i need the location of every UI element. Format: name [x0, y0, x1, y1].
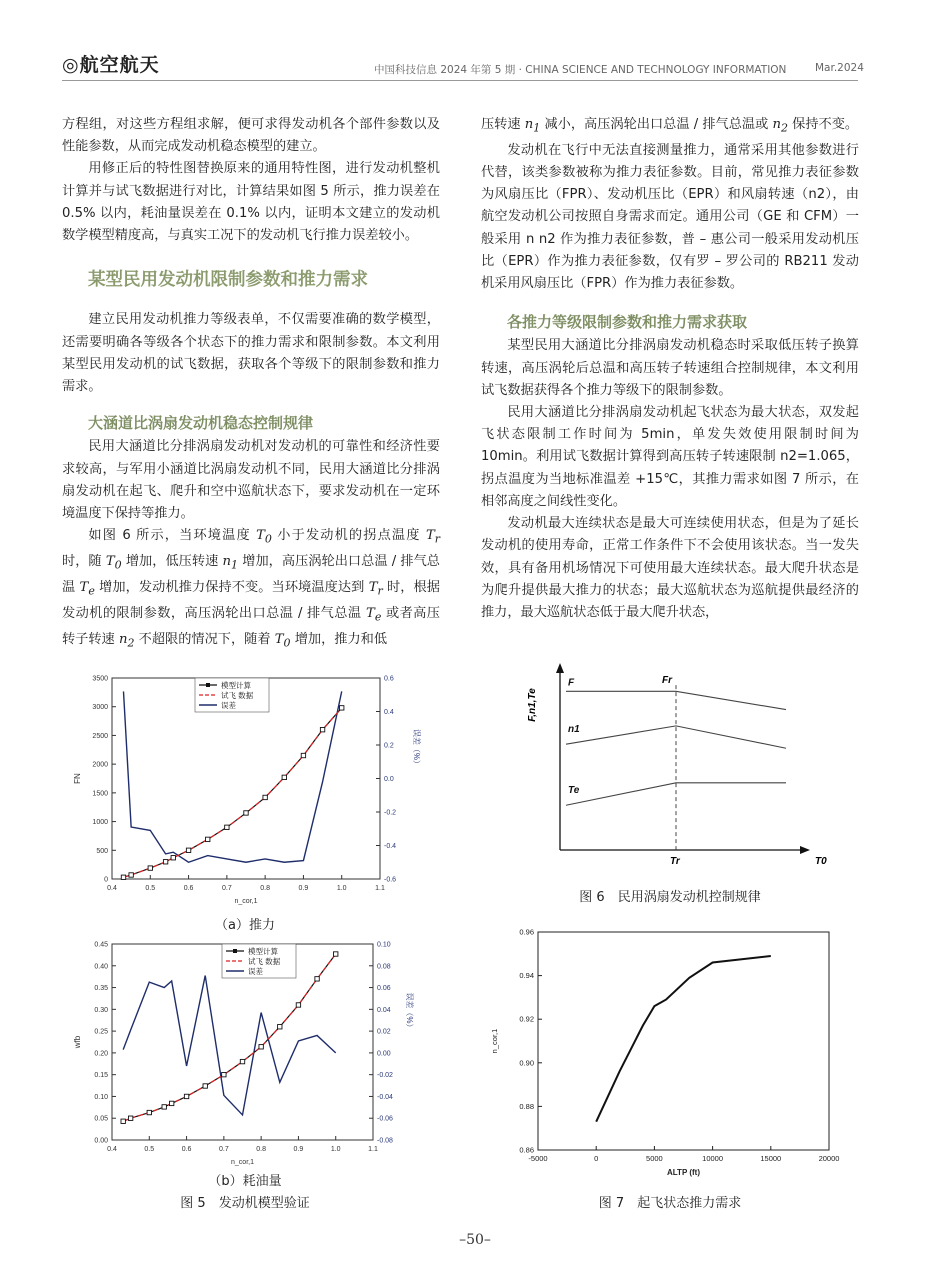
model-data-point	[148, 866, 152, 870]
y2-tick-label: 0.0	[384, 776, 394, 783]
y2-tick-label: -0.6	[384, 876, 397, 884]
y2-tick-label: 0.02	[377, 1028, 391, 1036]
model-data-point	[121, 875, 125, 879]
paragraph: 建立民用发动机推力等级表单，不仅需要准确的数学模型，还需要明确各等级各个状态下的推力需求和限制参数。本文利用某型民用发动机的试飞数据，获取各个等级下的限制参数和推力需求。	[62, 312, 440, 395]
flight-series-line	[123, 708, 341, 877]
y-tick-label: 0.40	[94, 963, 108, 971]
x-tick-label: 0.8	[256, 1146, 267, 1153]
model-data-point	[162, 1105, 166, 1109]
figure-5a-caption: （a）推力	[215, 918, 275, 933]
legend-error-label: 误差	[248, 967, 263, 976]
y-tick-label: 0.15	[94, 1072, 108, 1080]
paragraph: 某型民用大涵道比分排涡扇发动机稳态时采取低压转子换算转速，高压涡轮后总温和高压转子转速组合控制规律，本文利用试飞数据获得各个推力等级下的限制参数。	[481, 338, 859, 398]
y2-tick-label: 0.10	[377, 941, 391, 949]
model-data-point	[263, 795, 267, 799]
model-data-point	[296, 1003, 300, 1007]
model-data-point	[169, 1101, 173, 1105]
y-tick-label: 0.30	[94, 1006, 108, 1014]
model-data-point	[334, 952, 338, 956]
section-brand: ◎航空航天	[62, 54, 160, 76]
x-tick-label: 0.6	[181, 1146, 192, 1153]
x-tick-label: 0.7	[221, 885, 232, 892]
model-series-line	[123, 954, 336, 1121]
y-tick-label: 0.96	[519, 927, 534, 937]
figure-5a-thrust-chart	[70, 668, 430, 914]
left-column	[62, 114, 440, 654]
issue-month: Mar.2024	[815, 62, 864, 74]
y2-axis-label: 误差（%）	[405, 992, 414, 1032]
x-axis-arrow	[800, 846, 810, 854]
model-data-point	[278, 1025, 282, 1029]
model-data-point	[128, 1116, 132, 1120]
y-tick-label: 0.45	[94, 941, 108, 949]
x-tick-label: 0.9	[298, 885, 309, 892]
y-axis-arrow	[556, 663, 564, 673]
paragraph: 方程组，对这些方程组求解，便可求得发动机各个部件参数以及性能参数，从而完成发动机稳态模型的建立。	[62, 117, 440, 155]
legend-error-label: 误差	[221, 701, 236, 710]
y2-tick-label: 0.08	[377, 963, 391, 971]
x-tick-label: -5000	[528, 1154, 548, 1163]
legend-model-marker	[233, 949, 237, 953]
model-data-point	[129, 873, 133, 877]
header-rule	[62, 80, 858, 81]
legend-flight-label: 试飞 数据	[248, 957, 281, 966]
y2-tick-label: -0.06	[377, 1115, 393, 1123]
x-tick-label: 0.7	[218, 1146, 229, 1153]
model-data-point	[259, 1045, 263, 1049]
y2-tick-label: -0.08	[377, 1137, 393, 1145]
paragraph-fig6-description: 如图 6 所示，当环境温度 $T_0$ 小于发动机的拐点温度 $T_r$ 时，随 $T_0$ 增加，低压转速 $n_1$ 增加，高压涡轮出口总温 / 排气总温 $T_e$ 增加，发动机推力保持不变。当环境温度达到 $T_r$ 时，根据发动机的限制参数，高压涡轮出口总温 / 排气总温 $T_e$ 或者高压转子转速 $n_2$ 不超限的情况下，随着 $T_0$ 增加，推力和低	[62, 528, 440, 650]
y-tick-label: 0.25	[94, 1028, 108, 1036]
paragraph: 民用大涵道比分排涡扇发动机对发动机的可靠性和经济性要求较高，与军用小涵道比涡扇发动机不同，民用大涵道比分排涡扇发动机在起飞、爬升和空中巡航状态下，要求发动机在一定环境温度下保持等推力。	[62, 439, 440, 522]
y2-tick-label: 0.6	[384, 675, 394, 683]
x-tick-label: 1.1	[375, 885, 385, 892]
thrust-series-line	[596, 956, 771, 1122]
y-axis-label: F,n1,Te	[527, 688, 538, 722]
series-label-n1: n1	[568, 724, 580, 736]
x-tick-label: 0.6	[183, 885, 194, 892]
y2-axis-label: 误差（%）	[412, 728, 421, 769]
figure-5b-caption: （b）耗油量	[208, 1174, 282, 1189]
legend-model-marker	[206, 683, 210, 687]
model-data-point	[240, 1059, 244, 1063]
y-tick-label: 1000	[92, 819, 108, 827]
legend-model-label: 模型计算	[221, 681, 251, 690]
y-axis-label: wfb	[73, 1035, 82, 1049]
y-axis-label: FN	[73, 773, 82, 784]
x-tick-label: 0.4	[107, 885, 117, 892]
model-data-point	[171, 856, 175, 860]
x-tick-label: 1.0	[330, 1146, 341, 1153]
model-data-point	[282, 775, 286, 779]
y-tick-label: 0.88	[519, 1101, 534, 1111]
y2-tick-label: -0.02	[377, 1072, 393, 1080]
subsection-heading: 大涵道比涡扇发动机稳态控制规律	[88, 414, 314, 433]
y-tick-label: 0.94	[519, 971, 534, 981]
paragraph: 压转速 $n_1$ 减小，高压涡轮出口总温 / 排气总温或 $n_2$ 保持不变。	[481, 117, 859, 135]
page-number: –50–	[459, 1232, 491, 1248]
figure-5-caption: 图 5 发动机模型验证	[180, 1196, 310, 1211]
paragraph: 发动机最大连续状态是最大可连续使用状态，但是为了延长发动机的使用寿命，正常工作条件下不会使用该状态。当一发失效，具有备用机场情况下可使用最大连续状态。最大爬升状态是为爬升提供最大推力的状态；最大巡航状态为巡航提供最经济的推力，最大巡航状态低于最大爬升状态，	[481, 516, 859, 620]
model-data-point	[301, 753, 305, 757]
x-axis-label: ALTP (ft)	[666, 1168, 701, 1177]
y2-tick-label: 0.00	[377, 1050, 391, 1058]
paragraph: 用修正后的特性图替换原来的通用特性图，进行发动机整机计算并与试飞数据进行对比，计算结果如图 5 所示，推力误差在 0.5% 以内，耗油量误差在 0.1% 以内，证明本文建立的发动机数学模型精度高，与真实工况下的发动机飞行推力误差较小。	[62, 161, 440, 244]
paragraph: 民用大涵道比分排涡扇发动机起飞状态为最大状态，双发起飞状态限制工作时间为 5min，单发失效使用限制时间为 10min。利用试飞数据计算得到高压转子转速限制 n2=1.065，拐点温度为当地标准温差 +15℃，其推力需求如图 7 所示，在相邻高度之间线性变化。	[481, 405, 859, 509]
series-label-Te: Te	[568, 785, 580, 797]
x-axis-label: n_cor,1	[234, 898, 258, 905]
x-tick-label: 0.4	[107, 1146, 117, 1153]
x-tick-label: 10000	[702, 1154, 724, 1163]
x-tick-label: 0.8	[260, 885, 271, 892]
x-tick-label: 0	[594, 1154, 599, 1163]
x-axis-label: n_cor,1	[231, 1159, 254, 1166]
y-tick-label: 500	[96, 847, 108, 855]
model-data-point	[121, 1119, 125, 1123]
x-axis-label: T0	[815, 856, 827, 867]
model-data-point	[186, 848, 190, 852]
plot-frame	[538, 932, 829, 1150]
model-data-point	[206, 837, 210, 841]
journal-name: 中国科技信息 2024 年第 5 期 · CHINA SCIENCE AND TECHNOLOGY INFORMATION	[374, 64, 787, 76]
figure-6-caption: 图 6 民用涡扇发动机控制规律	[579, 890, 761, 905]
model-data-point	[244, 811, 248, 815]
model-data-point	[184, 1094, 188, 1098]
y-tick-label: 0.05	[94, 1115, 108, 1123]
x-tick-label: 0.9	[293, 1146, 304, 1153]
legend-model-label: 模型计算	[248, 947, 278, 956]
figure-5b-fuel-chart	[70, 932, 430, 1168]
y2-tick-label: 0.4	[384, 709, 394, 716]
y-tick-label: 0.92	[519, 1014, 534, 1024]
x-tick-label: 15000	[760, 1154, 782, 1163]
y2-tick-label: -0.04	[377, 1093, 393, 1101]
paragraph: 发动机在飞行中无法直接测量推力，通常采用其他参数进行代替，该类参数被称为推力表征参数。目前，常见推力表征参数为风扇压比（FPR）、发动机压比（EPR）和风扇转速（n2），由航空发动机公司按照自身需求而定。通用公司（GE 和 CFM）一般采用 n n2 作为推力表征参数，普 – 惠公司一般采用发动机压比（EPR）作为推力表征参数，仅有罗 – 罗公司的 RB211 发动机采用风扇压比（FPR）作为推力表征参数。	[481, 142, 859, 292]
model-data-point	[225, 825, 229, 829]
y-tick-label: 0.86	[519, 1145, 534, 1155]
y-tick-label: 1500	[92, 790, 108, 798]
y-tick-label: 0.00	[94, 1137, 108, 1145]
model-series-line	[123, 708, 341, 877]
point-label-tr: Tr	[670, 856, 680, 867]
y-axis-label: n_cor,1	[490, 1028, 499, 1054]
model-data-point	[315, 977, 319, 981]
y-tick-label: 0.20	[94, 1050, 108, 1058]
model-data-point	[163, 860, 167, 864]
model-data-point	[340, 706, 344, 710]
y2-tick-label: 0.06	[377, 985, 391, 993]
right-column	[481, 114, 859, 624]
figure-7-caption: 图 7 起飞状态推力需求	[598, 1196, 742, 1211]
y-tick-label: 0.90	[519, 1058, 534, 1068]
model-data-point	[222, 1072, 226, 1076]
y-tick-label: 2500	[92, 732, 108, 740]
model-data-point	[203, 1084, 207, 1088]
section-heading: 某型民用发动机限制参数和推力需求	[88, 270, 368, 291]
flight-series-line	[123, 954, 336, 1121]
y2-tick-label: 0.2	[384, 742, 394, 750]
y2-tick-label: 0.04	[377, 1006, 391, 1014]
figure-7-takeoff-chart	[483, 924, 853, 1186]
model-data-point	[320, 727, 324, 731]
y2-tick-label: -0.4	[384, 843, 397, 850]
point-label-fr: Fr	[662, 675, 672, 687]
model-data-point	[147, 1110, 151, 1114]
y-tick-label: 3500	[92, 675, 108, 683]
x-tick-label: 0.5	[144, 1146, 155, 1153]
error-series-line	[123, 691, 341, 862]
figure-6-control-law-diagram	[505, 660, 835, 880]
y-tick-label: 0.35	[94, 985, 108, 993]
x-tick-label: 20000	[818, 1154, 840, 1163]
series-label-F: F	[568, 677, 575, 689]
x-tick-label: 1.1	[368, 1146, 378, 1153]
subsection-heading: 各推力等级限制参数和推力需求获取	[507, 313, 748, 332]
y-tick-label: 2000	[92, 761, 108, 769]
y-tick-label: 3000	[92, 704, 108, 712]
x-tick-label: 1.0	[336, 885, 347, 892]
y-tick-label: 0.10	[94, 1093, 108, 1101]
legend-flight-label: 试飞 数据	[221, 691, 254, 700]
x-tick-label: 0.5	[145, 885, 156, 892]
y-tick-label: 0	[104, 876, 108, 884]
y2-tick-label: -0.2	[384, 809, 397, 817]
x-tick-label: 5000	[646, 1154, 663, 1163]
